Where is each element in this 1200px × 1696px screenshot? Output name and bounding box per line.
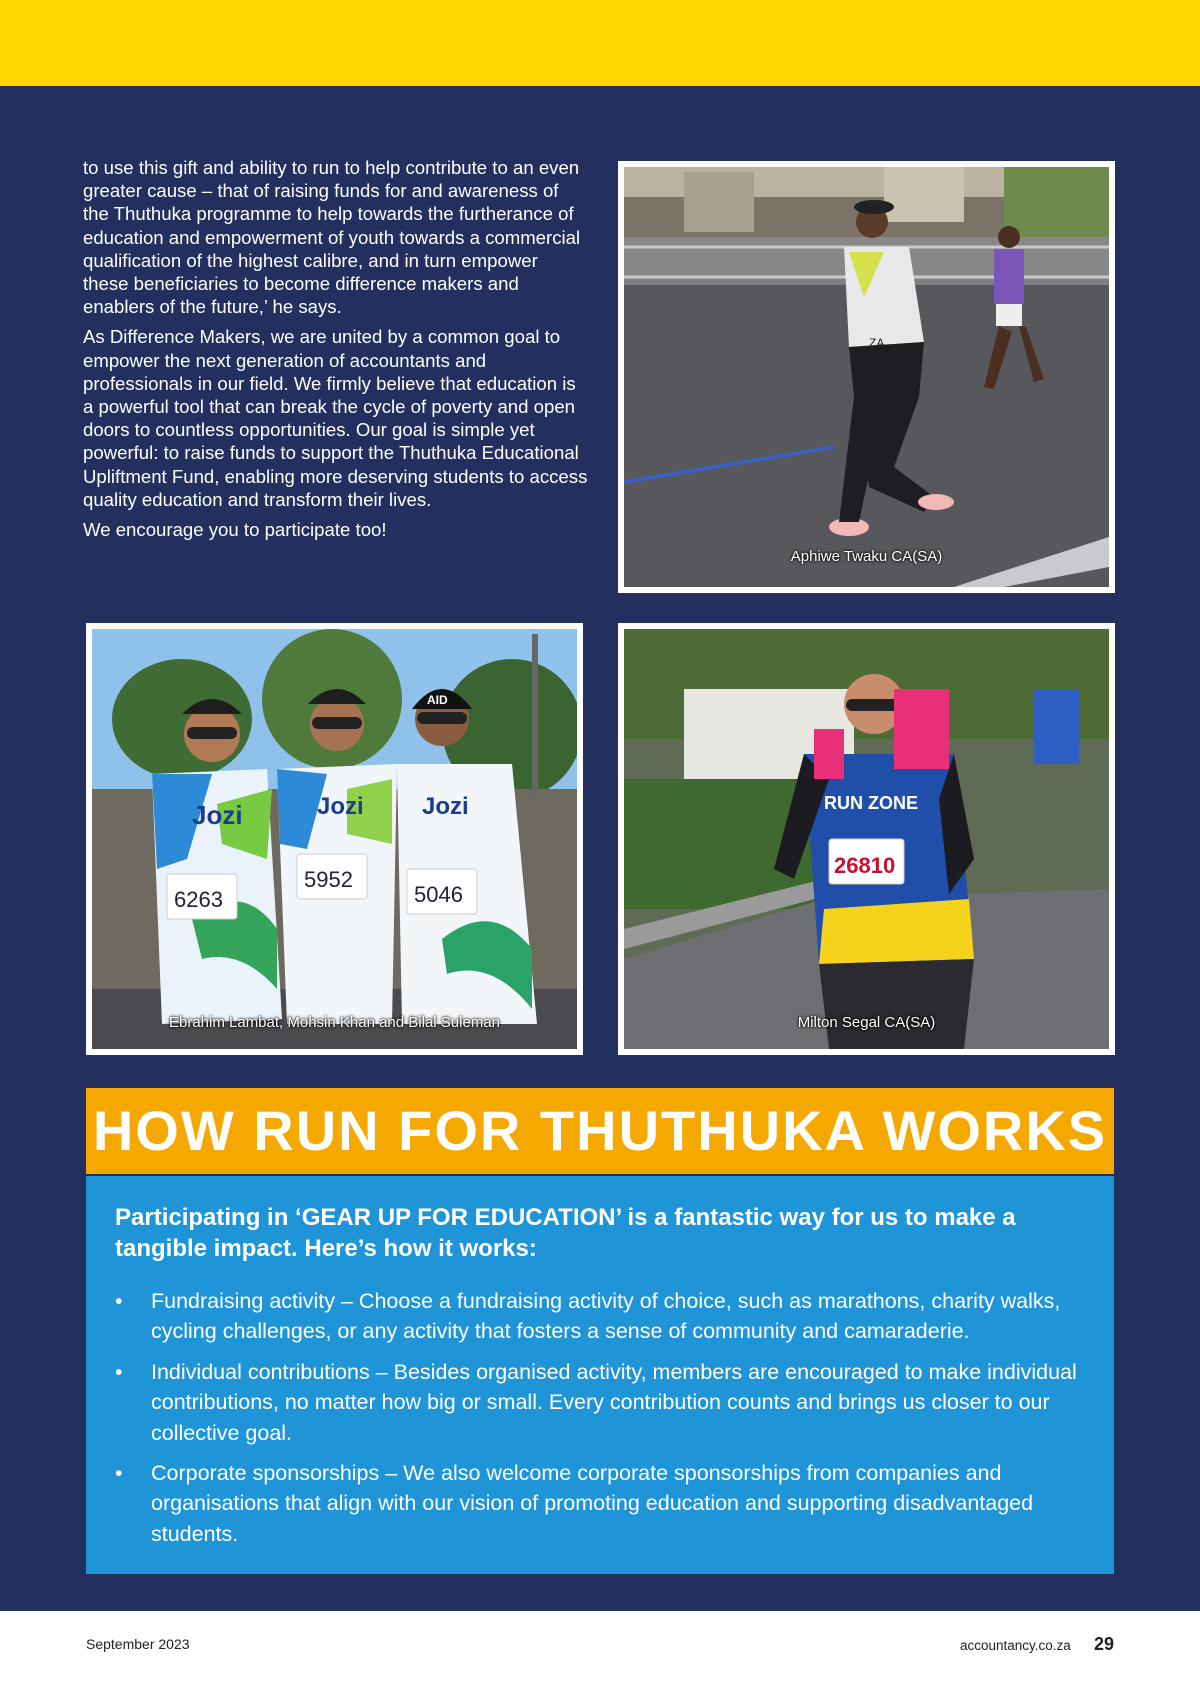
- how-intro: Participating in ‘GEAR UP FOR EDUCATION’ is a fantastic way for us to make a tangible impact. Here’s how it works:: [115, 1204, 1016, 1262]
- race-bib: 26810: [834, 853, 896, 878]
- article-paragraph: to use this gift and ability to run to help contribute to an even greater cause – that of raising funds for and awareness of the Thuthuka programme to help towards the furtherance of education and empowerment of youth towards a commercial qualification of the highest calibre, and in turn empower these beneficiaries to become difference makers and enablers of the future,’ he says.: [83, 157, 581, 318]
- article-body: [83, 156, 588, 548]
- race-bib: 5952: [304, 867, 353, 892]
- bullet-icon: •: [115, 1289, 123, 1313]
- how-list: [115, 1286, 1084, 1549]
- photo-caption: Ebrahim Lambat, Mohsin Khan and Bilal Suleman: [168, 1014, 501, 1031]
- photo-aphiwe-twaku: [618, 161, 1115, 593]
- photo-three-runners: [86, 623, 583, 1055]
- article-paragraph: As Difference Makers, we are united by a common goal to empower the next generation of accountants and professionals in our field. We firmly believe that education is a powerful tool that can break the cycle of poverty and open doors to countless opportunities. Our goal is simple yet powerful: to raise funds to support the Thuthuka Educational Upliftment Fund, enabling more deserving students to access quality education and transform their lives.: [83, 326, 588, 510]
- article-paragraph: We encourage you to participate too!: [83, 519, 387, 541]
- footer-site-link[interactable]: accountancy.co.za: [960, 1638, 1071, 1653]
- race-bib: 5046: [414, 882, 463, 907]
- runner-photo-illustration: [624, 629, 1109, 1049]
- shirt-logo: Jozi: [317, 793, 364, 820]
- bullet-icon: •: [115, 1461, 123, 1486]
- how-it-works-panel: [86, 1176, 1114, 1574]
- shirt-logo: Jozi: [192, 800, 243, 830]
- shirt-logo: RUN ZONE: [824, 793, 918, 813]
- list-item-text: Corporate sponsorships – We also welcome corporate sponsorships from companies and organisations that align with our vision of promoting education and supporting disadvantaged students.: [151, 1461, 1034, 1546]
- race-bib: 6263: [174, 887, 223, 912]
- section-header: [86, 1088, 1114, 1174]
- runner-photo-illustration: [624, 167, 1109, 587]
- bullet-icon: •: [115, 1359, 123, 1384]
- section-title: HOW RUN FOR THUTHUKA WORKS: [92, 1099, 1108, 1162]
- group-photo-illustration: [92, 629, 577, 1049]
- list-item: [115, 1458, 1084, 1549]
- list-item-text: Fundraising activity – Choose a fundraising activity of choice, such as marathons, charity walks, cycling challenges, or any activity that fosters a sense of community and camaraderie.: [151, 1289, 1061, 1344]
- list-item: [115, 1357, 1084, 1448]
- page-number: 29: [1094, 1634, 1115, 1654]
- cap-text: AID: [427, 693, 448, 707]
- footer-date: September 2023: [86, 1636, 190, 1652]
- top-accent-bar: [0, 0, 1200, 86]
- shirt-logo: Jozi: [422, 793, 469, 820]
- photo-caption: Milton Segal CA(SA): [797, 1014, 936, 1031]
- list-item: [115, 1286, 1084, 1347]
- photo-milton-segal: [618, 623, 1115, 1055]
- list-item-text: Individual contributions – Besides organised activity, members are encouraged to make individual contributions, no matter how big or small. Every contribution counts and brings us closer to our collective goal.: [151, 1359, 1077, 1445]
- runner-bib: ZA: [869, 336, 885, 350]
- photo-caption: Aphiwe Twaku CA(SA): [790, 548, 943, 565]
